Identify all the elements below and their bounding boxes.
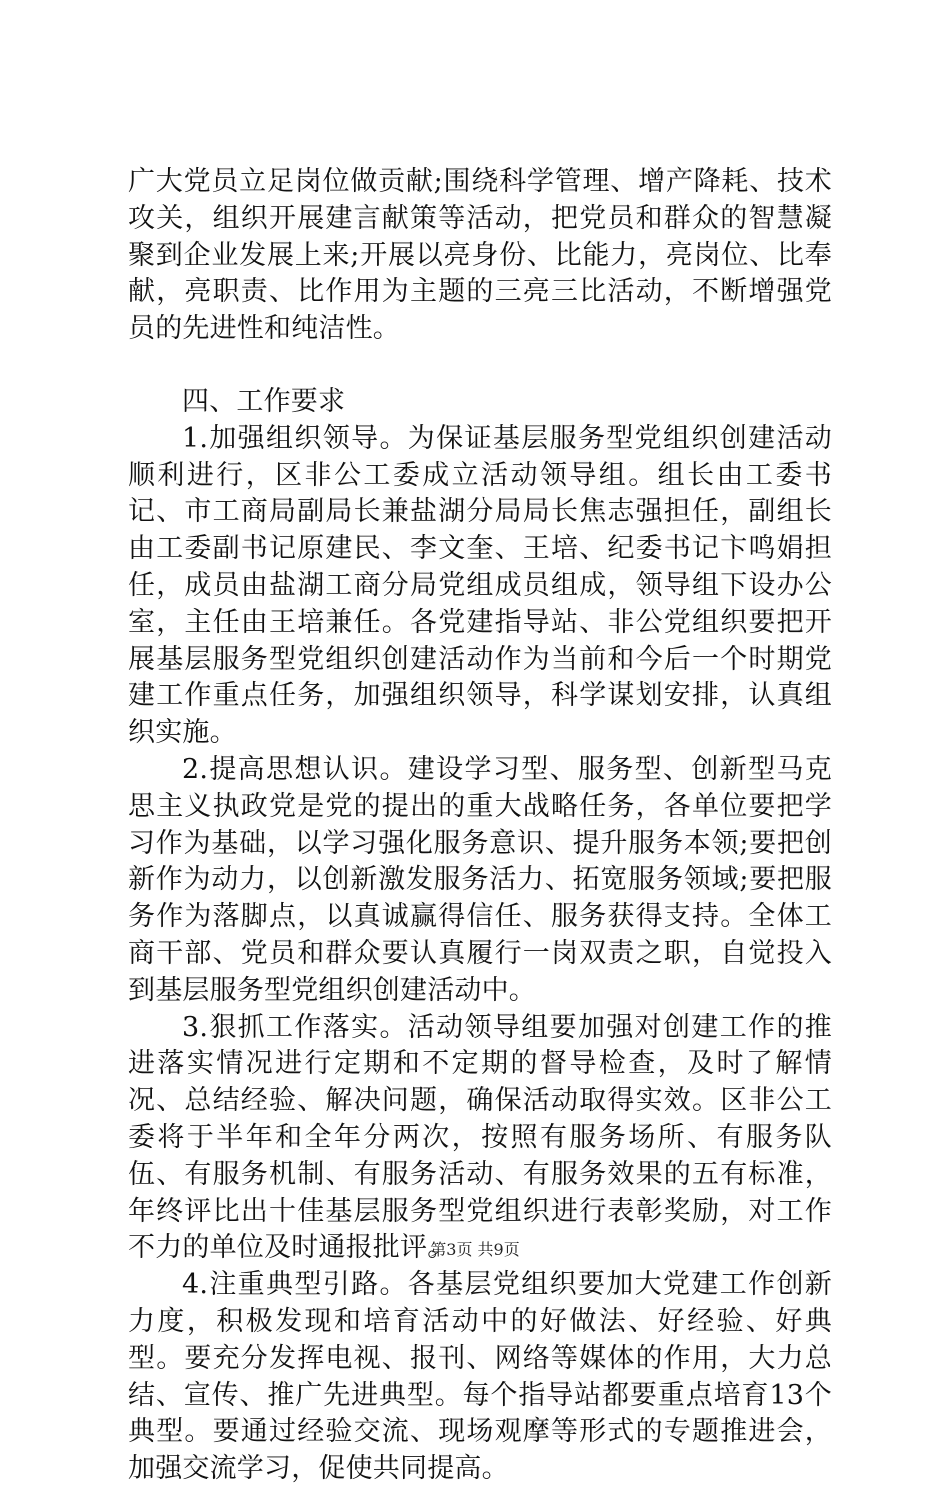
document-body — [128, 164, 832, 1488]
paragraph-item-4: 4.注重典型引路。各基层党组织要加大党建工作创新力度，积极发现和培育活动中的好做法、好经验、好典型。要充分发挥电视、报刊、网络等媒体的作用，大力总结、宣传、推广先进典型。每个指导站都要重点培育13个典型。要通过经验交流、现场观摩等形式的专题推进会，加强交流学习，促使共同提高。 — [128, 1269, 832, 1485]
page-footer: 第3页 共9页 — [430, 1240, 520, 1259]
paragraph-continuation: 广大党员立足岗位做贡献;围绕科学管理、增产降耗、技术攻关，组织开展建言献策等活动，把党员和群众的智慧凝聚到企业发展上来;开展以亮身份、比能力，亮岗位、比奉献，亮职责、比作用为主题的三亮三比活动，不断增强党员的先进性和纯洁性。 — [128, 166, 832, 345]
paragraph-item-2: 2.提高思想认识。建设学习型、服务型、创新型马克思主义执政党是党的提出的重大战略任务，各单位要把学习作为基础，以学习强化服务意识、提升服务本领;要把创新作为动力，以创新激发服务活力、拓宽服务领域;要把服务作为落脚点，以真诚赢得信任、服务获得支持。全体工商干部、党员和群众要认真履行一岗双责之职，自觉投入到基层服务型党组织创建活动中。 — [128, 753, 832, 1006]
paragraph-spacer — [128, 348, 832, 384]
section-heading: 四、工作要求 — [182, 385, 346, 417]
paragraph-item-3: 3.狠抓工作落实。活动领导组要加强对创建工作的推进落实情况进行定期和不定期的督导检查，及时了解情况、总结经验、解决问题，确保活动取得实效。区非公工委将于半年和全年分两次，按照有服务场所、有服务队伍、有服务机制、有服务活动、有服务效果的五有标准，年终评比出十佳基层服务型党组织进行表彰奖励，对工作不力的单位及时通报批评。 — [128, 1011, 832, 1264]
paragraph-item-1: 1.加强组织领导。为保证基层服务型党组织创建活动顺利进行，区非公工委成立活动领导组。组长由工委书记、市工商局副局长兼盐湖分局局长焦志强担任，副组长由工委副书记原建民、李文奎、王培、纪委书记卞鸣娟担任，成员由盐湖工商分局党组成员组成，领导组下设办公室，主任由王培兼任。各党建指导站、非公党组织要把开展基层服务型党组织创建活动作为当前和今后一个时期党建工作重点任务，加强组织领导，科学谋划安排，认真组织实施。 — [128, 422, 832, 749]
